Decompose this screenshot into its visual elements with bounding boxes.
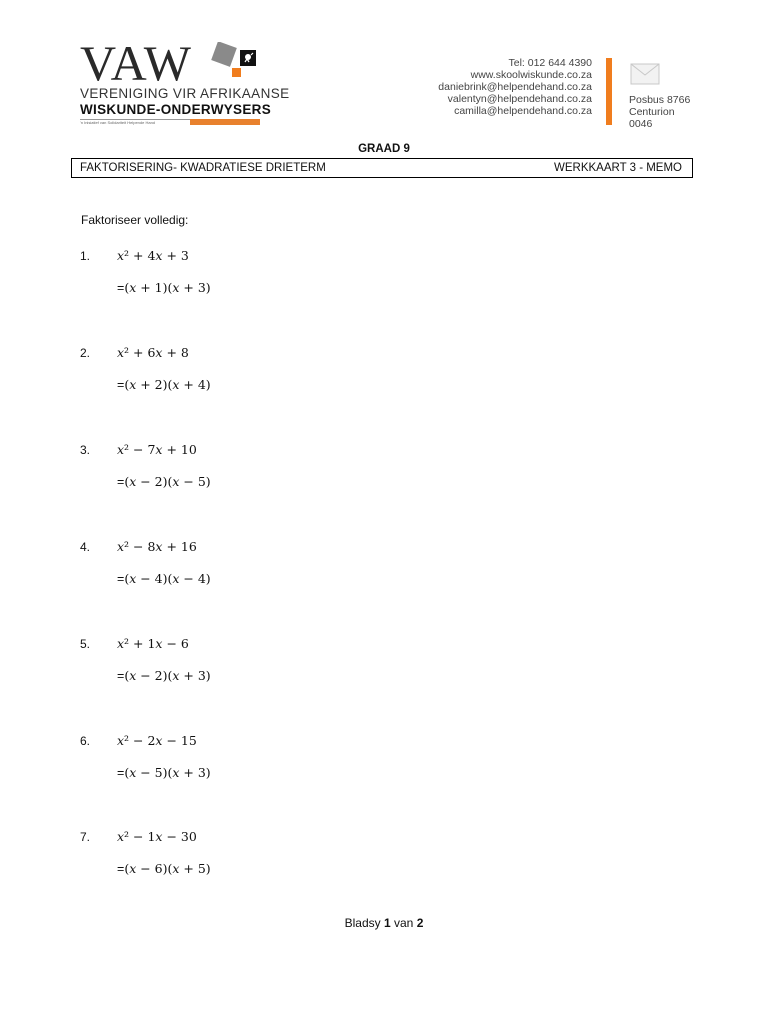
- answer-value: (𝑥 + 2)(𝑥 + 4): [124, 377, 211, 392]
- postal-code: 0046: [629, 118, 653, 130]
- logo-strip-url: [190, 119, 260, 125]
- answer-prefix: =: [117, 862, 125, 876]
- logo-line2: WISKUNDE-ONDERWYSERS: [80, 102, 272, 117]
- worksheet-topic: FAKTORISERING- KWADRATIESE DRIETERM: [80, 162, 326, 174]
- exercise-number: 6.: [80, 734, 91, 748]
- title-box: [71, 158, 693, 178]
- answer-prefix: =: [117, 475, 125, 489]
- footer-prefix: Bladsy: [344, 916, 384, 930]
- postal-box: Posbus 8766: [629, 94, 691, 106]
- exercise-question: 𝑥² − 7𝑥 + 10: [117, 442, 197, 457]
- answer-value: (𝑥 − 4)(𝑥 − 4): [124, 571, 211, 586]
- exercise-6: [0, 734, 768, 794]
- instruction-text: Faktoriseer volledig:: [81, 213, 189, 227]
- postal-city: Centurion: [629, 106, 675, 118]
- vaw-logo: [78, 35, 290, 130]
- footer-page: 1: [383, 916, 391, 930]
- logo-vaw-text: VAW: [80, 35, 192, 91]
- page-footer: [0, 916, 768, 930]
- answer-value: (𝑥 − 2)(𝑥 + 3): [124, 668, 211, 683]
- exercise-answer: [117, 861, 211, 876]
- answer-value: (𝑥 − 6)(𝑥 + 5): [124, 861, 211, 876]
- answer-prefix: =: [117, 572, 125, 586]
- logo-strip: [80, 119, 260, 125]
- footer-middle: van: [390, 916, 417, 930]
- answer-prefix: =: [117, 766, 125, 780]
- orange-divider: [606, 58, 612, 125]
- contact-block: [438, 57, 592, 117]
- contact-email-2[interactable]: valentyn@helpendehand.co.za: [447, 93, 592, 105]
- postal-address: [629, 94, 690, 130]
- exercise-answer: [117, 571, 211, 586]
- exercise-answer: [117, 765, 211, 780]
- exercise-number: 5.: [80, 637, 91, 651]
- exercise-number: 7.: [80, 830, 91, 844]
- exercise-question: 𝑥² − 8𝑥 + 16: [117, 539, 197, 554]
- exercise-answer: [117, 668, 211, 683]
- exercise-question: 𝑥² − 2𝑥 − 15: [117, 733, 197, 748]
- logo-hand-icon: [210, 42, 262, 82]
- contact-phone: Tel: 012 644 4390: [508, 57, 592, 69]
- exercise-number: 4.: [80, 540, 91, 554]
- exercise-7: [0, 830, 768, 890]
- exercise-question: 𝑥² + 4𝑥 + 3: [117, 248, 189, 263]
- exercise-number: 2.: [80, 346, 91, 360]
- exercise-4: [0, 540, 768, 600]
- answer-value: (𝑥 − 2)(𝑥 − 5): [124, 474, 211, 489]
- contact-website[interactable]: www.skoolwiskunde.co.za: [470, 69, 592, 81]
- answer-value: (𝑥 − 5)(𝑥 + 3): [124, 765, 211, 780]
- exercise-answer: [117, 280, 211, 295]
- exercise-question: 𝑥² + 6𝑥 + 8: [117, 345, 189, 360]
- contact-email-3[interactable]: camilla@helpendehand.co.za: [454, 105, 592, 117]
- exercise-question: 𝑥² + 1𝑥 − 6: [117, 636, 189, 651]
- envelope-icon: [630, 63, 660, 85]
- logo-strip-caption: 'n Inisiatief van Solidariteit Helpende Hand: [80, 119, 190, 126]
- answer-prefix: =: [117, 281, 125, 295]
- exercise-number: 1.: [80, 249, 91, 263]
- worksheet-label: WERKKAART 3 - MEMO: [553, 162, 682, 174]
- exercise-1: [0, 249, 768, 309]
- exercise-number: 3.: [80, 443, 91, 457]
- footer-total: 2: [416, 916, 424, 930]
- exercise-5: [0, 637, 768, 697]
- exercise-answer: [117, 474, 211, 489]
- answer-prefix: =: [117, 669, 125, 683]
- logo-line1: VERENIGING VIR AFRIKAANSE: [80, 86, 290, 101]
- answer-value: (𝑥 + 1)(𝑥 + 3): [124, 280, 211, 295]
- exercise-3: [0, 443, 768, 503]
- exercise-2: [0, 346, 768, 406]
- answer-prefix: =: [117, 378, 125, 392]
- contact-email-1[interactable]: daniebrink@helpendehand.co.za: [438, 81, 592, 93]
- exercise-question: 𝑥² − 1𝑥 − 30: [117, 829, 197, 844]
- grade-heading: GRAAD 9: [358, 143, 410, 155]
- exercise-answer: [117, 377, 211, 392]
